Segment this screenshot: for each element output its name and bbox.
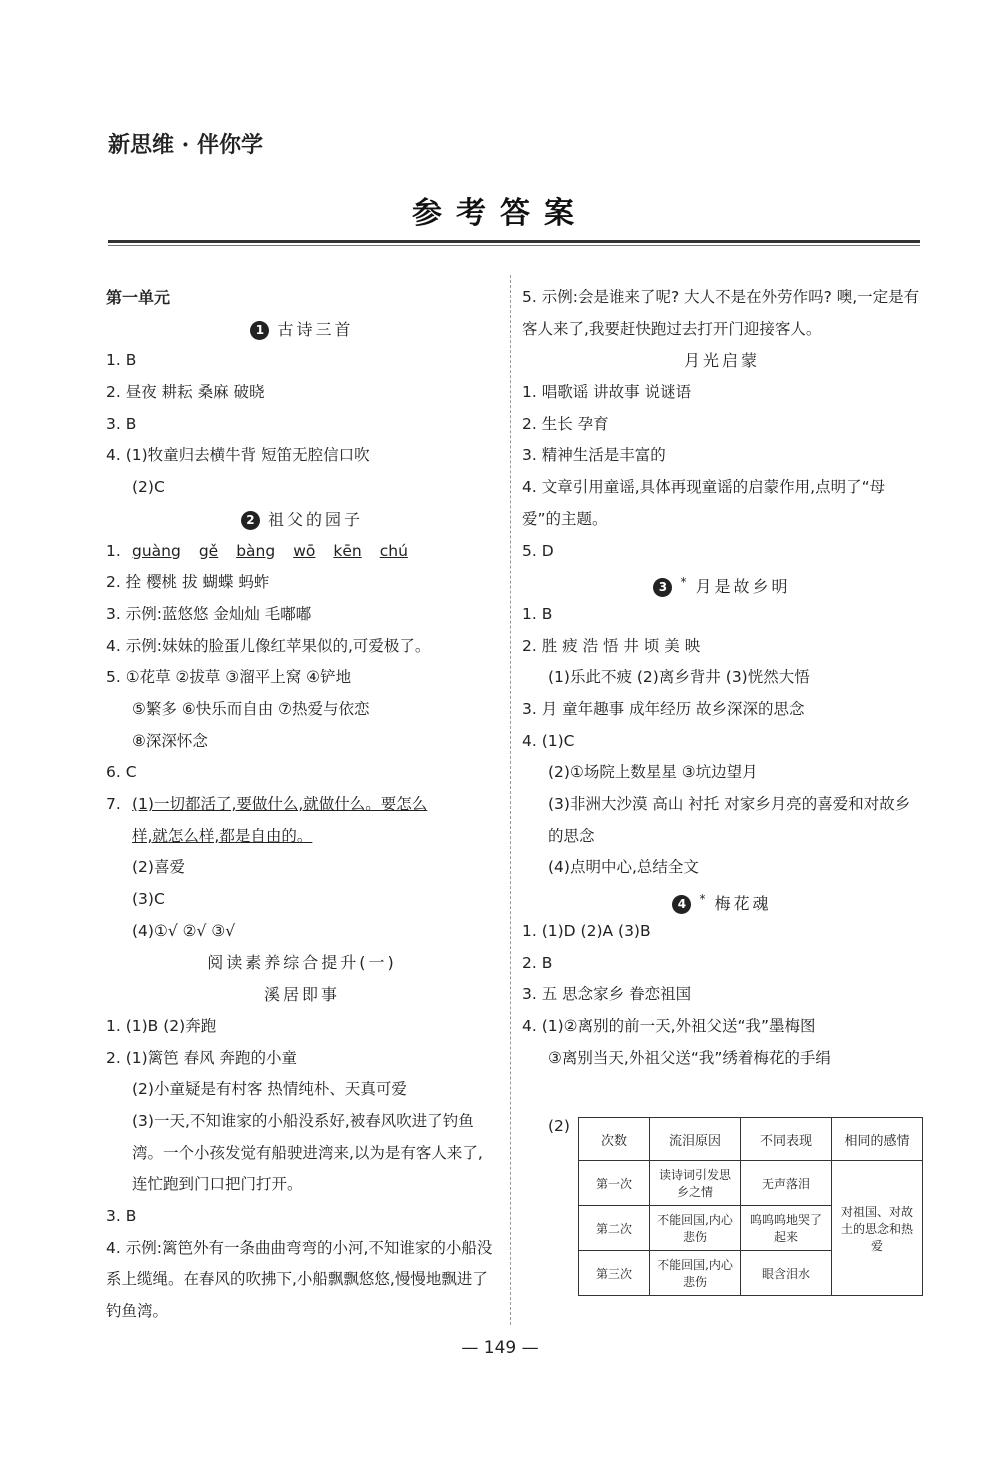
answer-line: ⑤繁多 ⑥快乐而自由 ⑦热爱与依恋 [132, 699, 370, 718]
answer-line: (2)喜爱 [132, 858, 185, 877]
section-heading-moon: 月光启蒙 [683, 351, 760, 371]
table-cell: 第三次 [579, 1251, 650, 1296]
pinyin-answer: 1. guàng gě bàng wō kēn chú [106, 541, 408, 560]
answer-line: 3. 示例:蓝悠悠 金灿灿 毛嘟嘟 [106, 604, 312, 623]
page-number: — 149 — [461, 1338, 539, 1358]
left-column [106, 282, 498, 1328]
answer-line: 2. 胜 疲 浩 悟 井 顷 美 映 [522, 636, 701, 655]
answer-line: 3. 五 思念家乡 眷恋祖国 [522, 985, 692, 1004]
table-header: 次数 [579, 1118, 650, 1161]
answer-line: 2. B [522, 953, 553, 972]
table-header: 流泪原因 [650, 1118, 741, 1161]
header-rule [108, 240, 920, 243]
answer-line: 3. B [106, 1206, 137, 1225]
answer-line: 3. 精神生活是丰富的 [522, 446, 666, 465]
answer-line: 5. D [522, 541, 554, 560]
answer-line: (2)C [132, 478, 165, 497]
answer-line: 1. (1)D (2)A (3)B [522, 921, 651, 940]
table-cell: 第二次 [579, 1206, 650, 1251]
table-header: 相同的感情 [832, 1118, 923, 1161]
answer-line: (2)小童疑是有村客 热情纯朴、天真可爱 [132, 1080, 407, 1099]
answer-label: (2) [548, 1117, 570, 1135]
table-header: 不同表现 [741, 1118, 832, 1161]
answer-line: (2)①场院上数星星 ③坑边望月 [548, 763, 758, 782]
answer-line: (3)C [132, 890, 165, 909]
answer-line: 4. (1)牧童归去横牛背 短笛无腔信口吹 [106, 446, 370, 465]
page-title: 参考答案 [412, 196, 588, 231]
answer-line: 2. 生长 孕育 [522, 414, 609, 433]
table-cell: 无声落泪 [741, 1161, 832, 1206]
table-header-row [579, 1118, 923, 1161]
answer-paragraph: (3)非洲大沙漠 高山 衬托 对家乡月亮的喜爱和对故乡的思念 [548, 795, 911, 845]
answer-line: (4)点明中心,总结全文 [548, 858, 699, 877]
answer-paragraph: 4. 示例:篱笆外有一条曲曲弯弯的小河,不知谁家的小船没系上缆绳。在春风的吹拂下,小船飘飘悠悠,慢慢地飘进了钓鱼湾。 [106, 1238, 493, 1321]
answer-line: (4)①√ ②√ ③√ [132, 921, 236, 940]
table-merged-cell: 对祖国、对故土的思念和热爱 [832, 1161, 923, 1296]
answer-paragraph: 4. 文章引用童谣,具体再现童谣的启蒙作用,点明了“母爱”的主题。 [522, 478, 886, 528]
header-rule-thin [108, 245, 920, 246]
asterisk-icon: * [680, 575, 690, 590]
answer-line: 4. 示例:妹妹的脸蛋儿像红苹果似的,可爱极了。 [106, 636, 431, 655]
answer-line: 1. (1)B (2)奔跑 [106, 1016, 217, 1035]
section-heading-3: 3 * 月是故乡明 [522, 567, 922, 599]
section-heading-2: 2 祖父的园子 [106, 504, 498, 536]
answer-line: ⑧深深怀念 [132, 731, 208, 750]
answer-paragraph: (3)一天,不知谁家的小船没系好,被春风吹进了钓鱼湾。一个小孩发觉有船驶进湾来,以为是有客人来了,连忙跑到门口把门打开。 [132, 1111, 483, 1194]
number-badge: 3 [653, 578, 672, 597]
column-divider [510, 275, 511, 1325]
brand-title: 新思维 · 伴你学 [108, 132, 263, 158]
answer-line: 3. B [106, 414, 137, 433]
answer-line: (1)乐此不疲 (2)离乡背井 (3)恍然大悟 [548, 668, 810, 687]
table-cell: 眼含泪水 [741, 1251, 832, 1296]
answer-line: 1. B [106, 351, 137, 370]
section-heading-4: 4 * 梅花魂 [522, 884, 922, 916]
number-badge: 1 [250, 321, 269, 340]
answer-line: 6. C [106, 763, 137, 782]
answer-line: ③离别当天,外祖父送“我”绣着梅花的手绢 [548, 1048, 831, 1067]
answer-line: 1. B [522, 604, 553, 623]
answer-line: 1. 唱歌谣 讲故事 说谜语 [522, 383, 692, 402]
reading-heading: 阅读素养综合提升(一) [207, 953, 397, 973]
table-row [579, 1161, 923, 1206]
table-cell: 不能回国,内心悲伤 [650, 1251, 741, 1296]
answer-line: 3. 月 童年趣事 成年经历 故乡深深的思念 [522, 700, 805, 718]
section-heading-1: 1 古诗三首 [106, 314, 498, 346]
answer-line: 2. 拴 樱桃 拔 蝴蝶 蚂蚱 [106, 573, 270, 592]
answer-line: 5. ①花草 ②拔草 ③溜平上窝 ④铲地 [106, 668, 352, 687]
table-cell: 呜呜呜地哭了起来 [741, 1206, 832, 1251]
answer-line: 4. (1)②离别的前一天,外祖父送“我”墨梅图 [522, 1016, 816, 1035]
answer-line: 样,就怎么样,都是自由的。 [132, 826, 313, 845]
poem-title: 溪居即事 [263, 985, 340, 1005]
answer-line: 4. (1)C [522, 731, 575, 750]
asterisk-icon: * [699, 892, 709, 907]
answer-line: 2. (1)篱笆 春风 奔跑的小童 [106, 1048, 298, 1067]
answer-line: 2. 昼夜 耕耘 桑麻 破晓 [106, 383, 265, 402]
number-badge: 2 [241, 511, 260, 530]
table-cell: 读诗词引发思乡之情 [650, 1161, 741, 1206]
number-badge: 4 [672, 895, 691, 914]
answer-paragraph: 5. 示例:会是谁来了呢? 大人不是在外劳作吗? 噢,一定是有客人来了,我要赶快跑过去打开门迎接客人。 [522, 288, 920, 338]
unit-heading: 第一单元 [106, 288, 171, 307]
answer-line: 7. (1)一切都活了,要做什么,就做什么。要怎么 [106, 795, 428, 813]
table-cell: 第一次 [579, 1161, 650, 1206]
answer-table [578, 1117, 923, 1296]
table-cell: 不能回国,内心悲伤 [650, 1206, 741, 1251]
right-column [522, 282, 922, 1074]
